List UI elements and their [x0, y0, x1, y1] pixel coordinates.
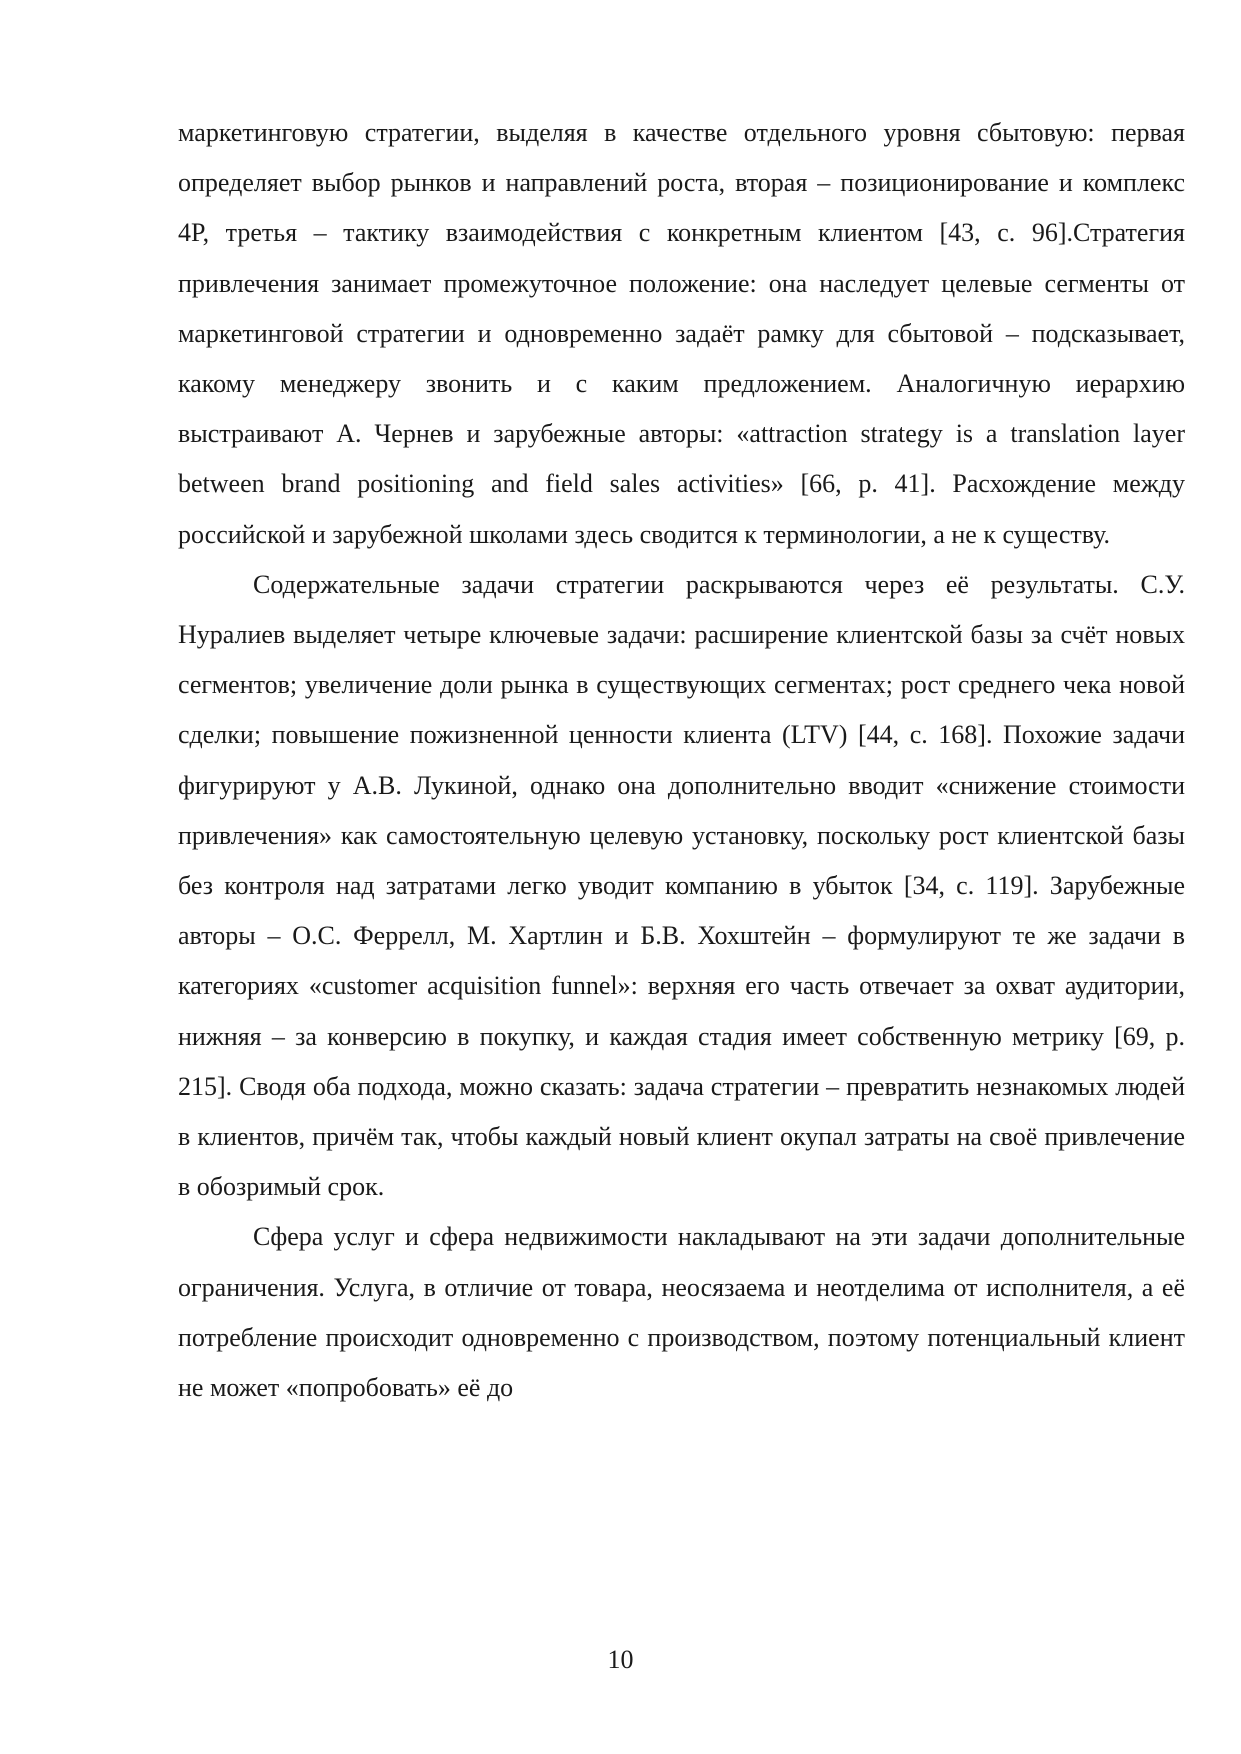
paragraph-tasks: Содержательные задачи стратегии раскрываются через её результаты. С.У. Нуралиев выделяет четыре ключевые задачи: расширение клиентской базы за счёт новых сегментов; увеличение доли рынка в существующих сегментах; рост среднего чека новой сделки; повышение пожизненной ценности клиента (LTV) [44, с. 168]. Похожие задачи фигурируют у А.В. Лукиной, однако она дополнительно вводит «снижение стоимости привлечения» как самостоятельную целевую установку, поскольку рост клиентской базы без контроля над затратами легко уводит компанию в убыток [34, с. 119]. Зарубежные авторы – О.С. Феррелл, М. Хартлин и Б.В. Хохштейн – формулируют те же задачи в категориях «customer acquisition funnel»: верхняя его часть отвечает за охват аудитории, нижняя – за конверсию в покупку, и каждая стадия имеет собственную метрику [69, p. 215]. Сводя оба подхода, можно сказать: задача стратегии – превратить незнакомых людей в клиентов, причём так, чтобы каждый новый клиент окупал затраты на своё привлечение в обозримый срок.: [178, 569, 1185, 1202]
paragraph-continuation: маркетинговую стратегии, выделяя в качестве отдельного уровня сбытовую: первая определяет выбор рынков и направлений роста, вторая – позиционирование и комплекс 4P, третья – тактику взаимодействия с конкретным клиентом [43, с. 96].Стратегия привлечения занимает промежуточное положение: она наследует целевые сегменты от маркетинговой стратегии и одновременно задаёт рамку для сбытовой – подсказывает, какому менеджеру звонить и с каким предложением. Аналогичную иерархию выстраивают А. Чернев и зарубежные авторы: «attraction strategy is a translation layer between brand positioning and field sales activities» [66, p. 41]. Расхождение между российской и зарубежной школами здесь сводится к терминологии, а не к существу.: [178, 118, 1185, 549]
page-number: 10: [607, 1645, 634, 1674]
body-text: [178, 108, 1185, 1413]
paragraph-services: Сфера услуг и сфера недвижимости накладывают на эти задачи дополнительные ограничения. Услуга, в отличие от товара, неосязаема и неотделима от исполнителя, а её потребление происходит одновременно с производством, поэтому потенциальный клиент не может «попробовать» её до: [178, 1222, 1185, 1403]
